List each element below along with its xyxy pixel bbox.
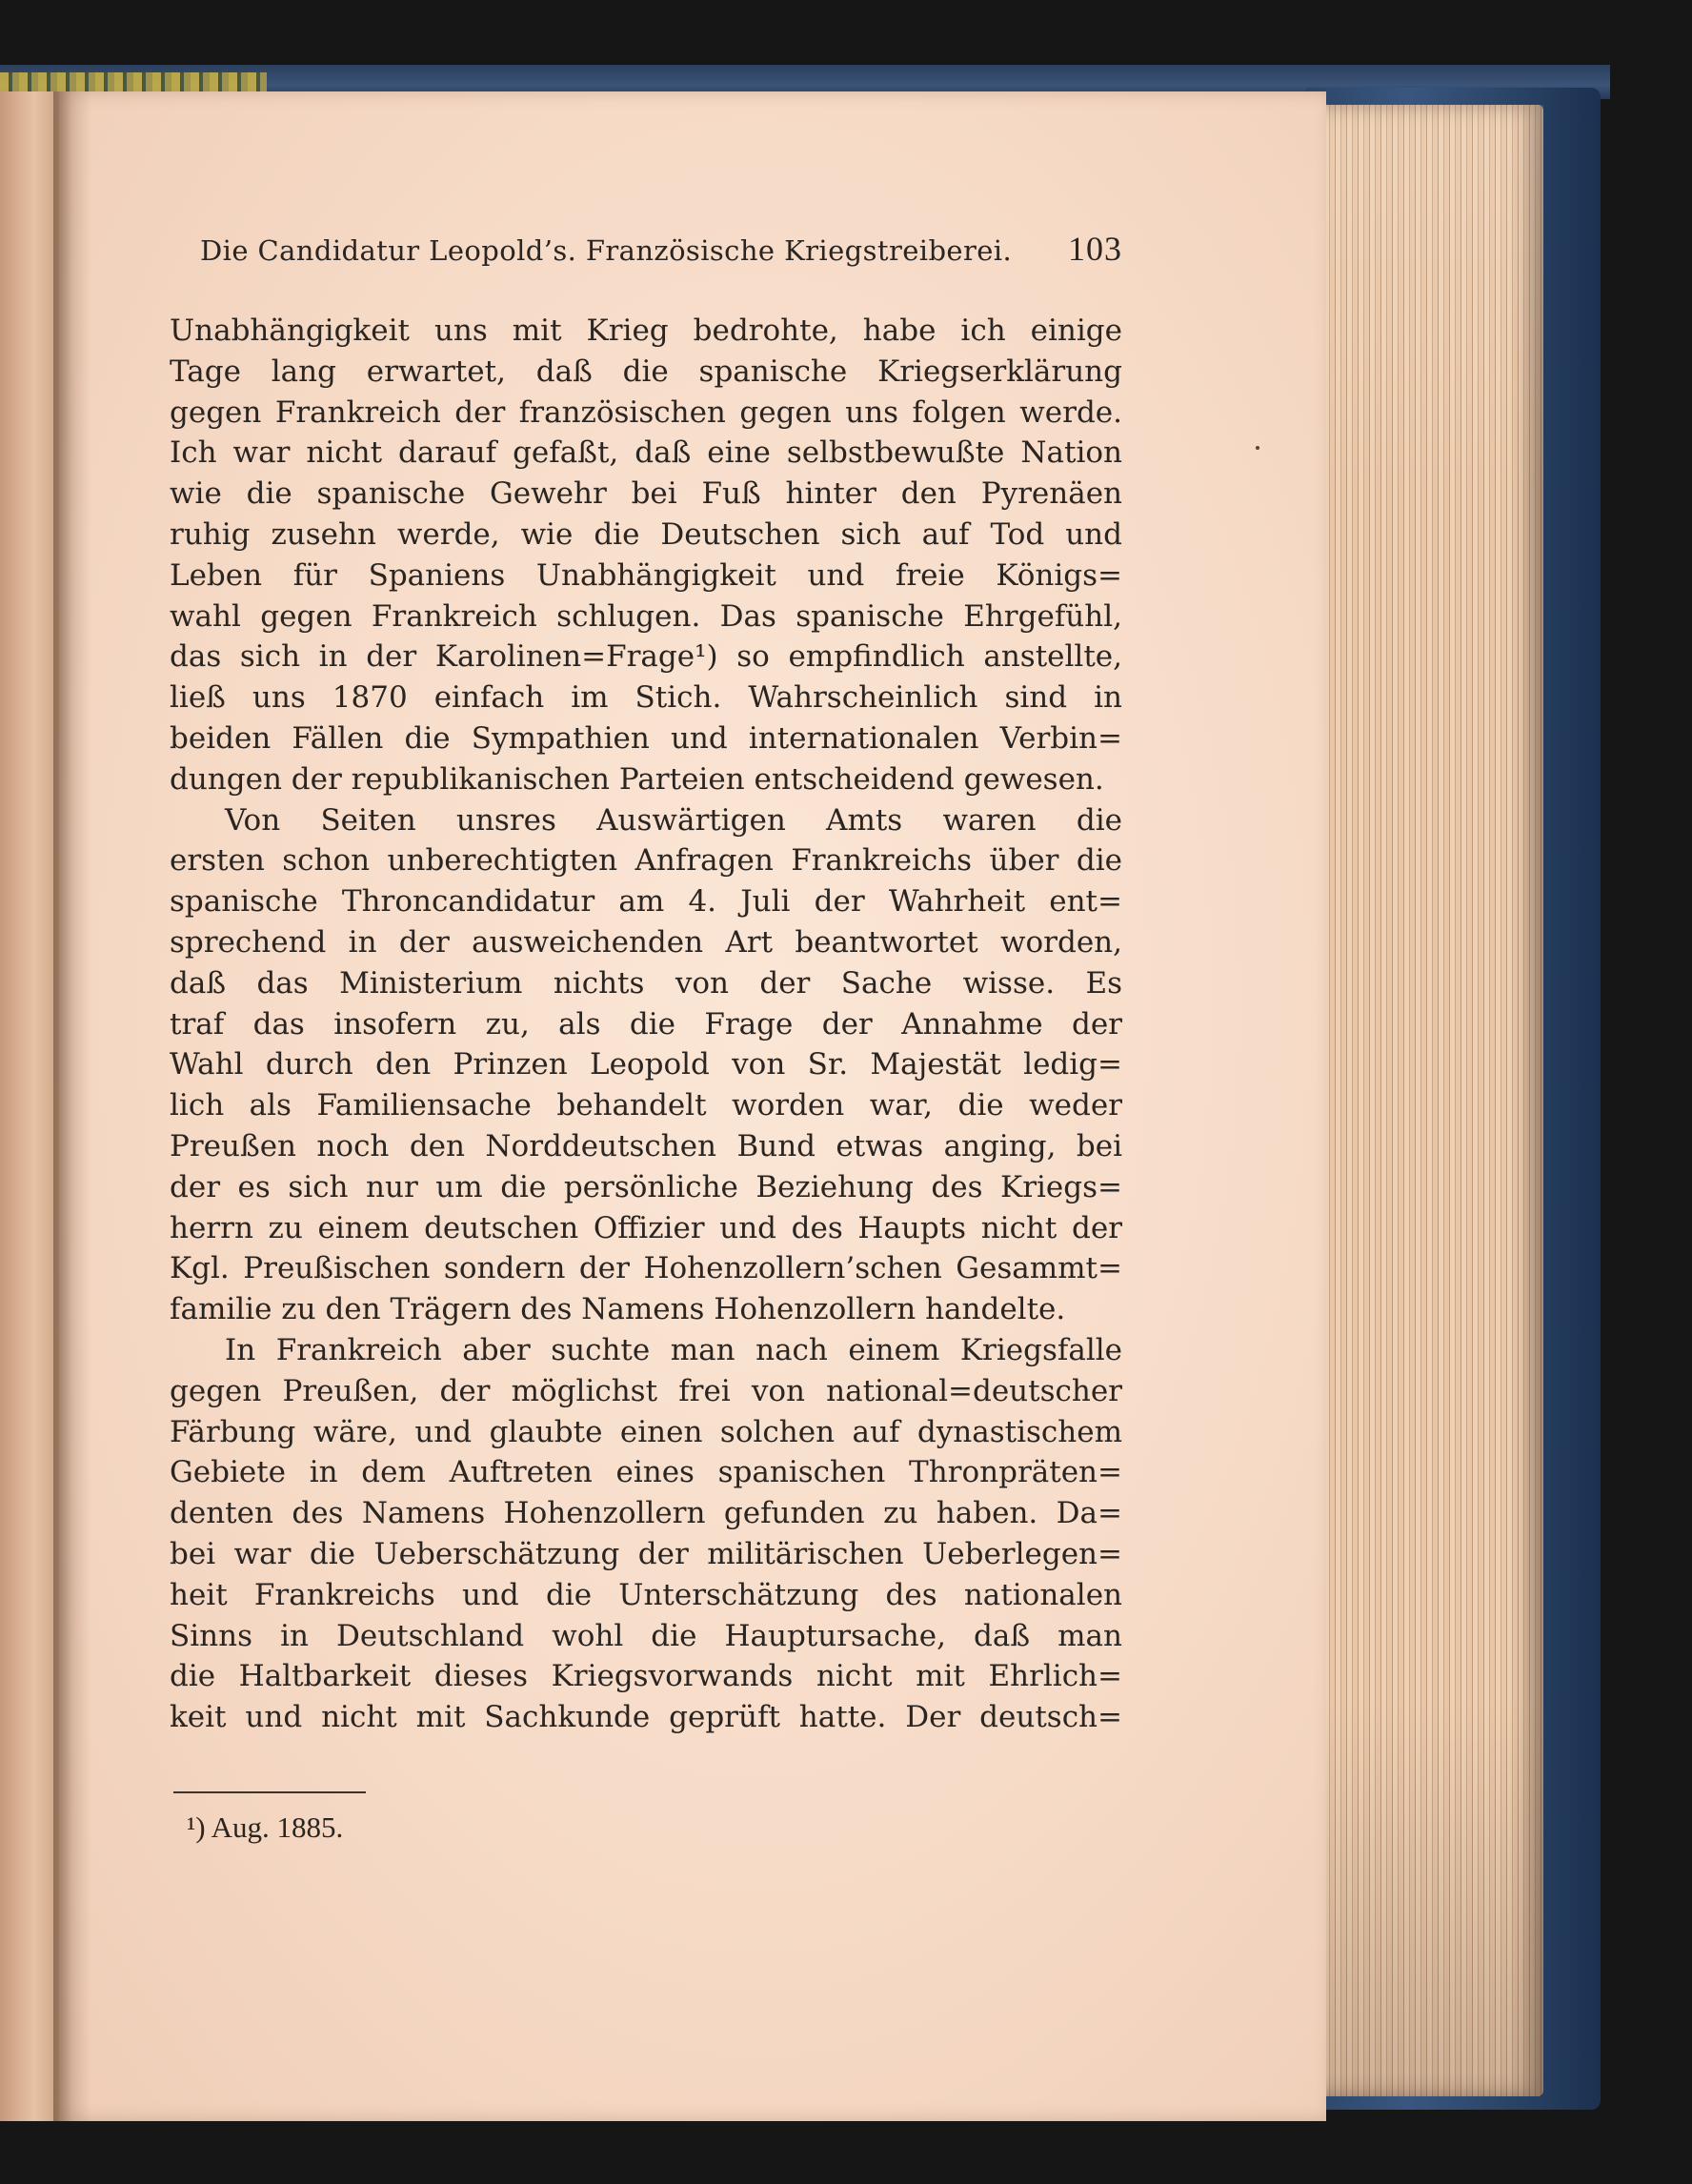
text-line: traf das insofern zu, als die Frage der Annahme der bbox=[170, 1006, 1122, 1041]
text-line: sprechend in der ausweichenden Art beantwortet worden, bbox=[170, 924, 1122, 960]
text-line: Kgl. Preußischen sondern der Hohenzollern’schen Gesammt= bbox=[170, 1251, 1122, 1286]
text-line: Tage lang erwartet, daß die spanische Kriegserklärung bbox=[170, 354, 1122, 389]
text-line: beiden Fällen die Sympathien und internationalen Verbin= bbox=[170, 720, 1122, 756]
text-line: heit Frankreichs und die Unterschätzung des nationalen bbox=[170, 1577, 1122, 1612]
text-line: denten des Namens Hohenzollern gefunden zu haben. Da= bbox=[170, 1496, 1122, 1531]
text-line: ließ uns 1870 einfach im Stich. Wahrscheinlich sind in bbox=[170, 680, 1122, 716]
text-line: Leben für Spaniens Unabhängigkeit und freie Königs= bbox=[170, 557, 1122, 593]
page-number: 103 bbox=[1068, 230, 1122, 268]
text-line: Von Seiten unsres Auswärtigen Amts waren die bbox=[225, 802, 1122, 838]
text-line: In Frankreich aber suchte man nach einem Kriegsfalle bbox=[225, 1332, 1122, 1367]
text-line: daß das Ministerium nichts von der Sache wisse. Es bbox=[170, 965, 1122, 1001]
text-line: Ich war nicht darauf gefaßt, daß eine selbstbewußte Nation bbox=[170, 435, 1122, 471]
text-line: wahl gegen Frankreich schlugen. Das spanische Ehrgefühl, bbox=[170, 598, 1122, 634]
text-line: Preußen noch den Norddeutschen Bund etwas anging, bei bbox=[170, 1128, 1122, 1163]
text-line: das sich in der Karolinen=Frage¹) so empfindlich anstellte, bbox=[170, 639, 1122, 675]
text-line: familie zu den Trägern des Namens Hohenzollern handelte. bbox=[170, 1292, 1066, 1327]
body-text bbox=[170, 311, 1122, 1738]
text-line: keit und nicht mit Sachkunde geprüft hatte. Der deutsch= bbox=[170, 1700, 1122, 1735]
text-line: ruhig zusehn werde, wie die Deutschen sich auf Tod und bbox=[170, 516, 1122, 552]
footnote-text: Aug. 1885. bbox=[211, 1810, 344, 1844]
text-line: gegen Frankreich der französischen gegen uns folgen werde. bbox=[170, 394, 1122, 430]
text-line: wie die spanische Gewehr bei Fuß hinter den Pyrenäen bbox=[170, 476, 1122, 512]
paper-speck bbox=[1256, 446, 1259, 450]
text-line: Färbung wäre, und glaubte einen solchen auf dynastischem bbox=[170, 1414, 1122, 1449]
footnote bbox=[187, 1810, 343, 1845]
text-line: Wahl durch den Prinzen Leopold von Sr. Majestät ledig= bbox=[170, 1047, 1122, 1082]
text-line: dungen der republikanischen Parteien entscheidend gewesen. bbox=[170, 761, 1104, 797]
text-line: lich als Familiensache behandelt worden war, die weder bbox=[170, 1088, 1122, 1123]
footnote-rule bbox=[173, 1791, 366, 1793]
text-line: ersten schon unberechtigten Anfragen Frankreichs über die bbox=[170, 843, 1122, 879]
text-line: die Haltbarkeit dieses Kriegsvorwands nicht mit Ehrlich= bbox=[170, 1659, 1122, 1694]
running-head bbox=[170, 230, 1122, 273]
page-edges bbox=[1307, 105, 1543, 2096]
running-head-title: Die Candidatur Leopold’s. Französische Kriegstreiberei. bbox=[200, 234, 1013, 267]
text-line: der es sich nur um die persönliche Beziehung des Kriegs= bbox=[170, 1169, 1122, 1204]
text-line: bei war die Ueberschätzung der militärischen Ueberlegen= bbox=[170, 1536, 1122, 1571]
footnote-marker: ¹) bbox=[187, 1810, 206, 1844]
gutter-shadow bbox=[53, 91, 91, 2121]
text-line: spanische Throncandidatur am 4. Juli der Wahrheit ent= bbox=[170, 884, 1122, 920]
text-line: Gebiete in dem Auftreten eines spanischen Thronpräten= bbox=[170, 1455, 1122, 1490]
text-line: herrn zu einem deutschen Offizier und des Haupts nicht der bbox=[170, 1210, 1122, 1245]
text-line: gegen Preußen, der möglichst frei von national=deutscher bbox=[170, 1373, 1122, 1408]
text-line: Sinns in Deutschland wohl die Hauptursache, daß man bbox=[170, 1618, 1122, 1653]
text-line: Unabhängigkeit uns mit Krieg bedrohte, habe ich einige bbox=[170, 313, 1122, 348]
